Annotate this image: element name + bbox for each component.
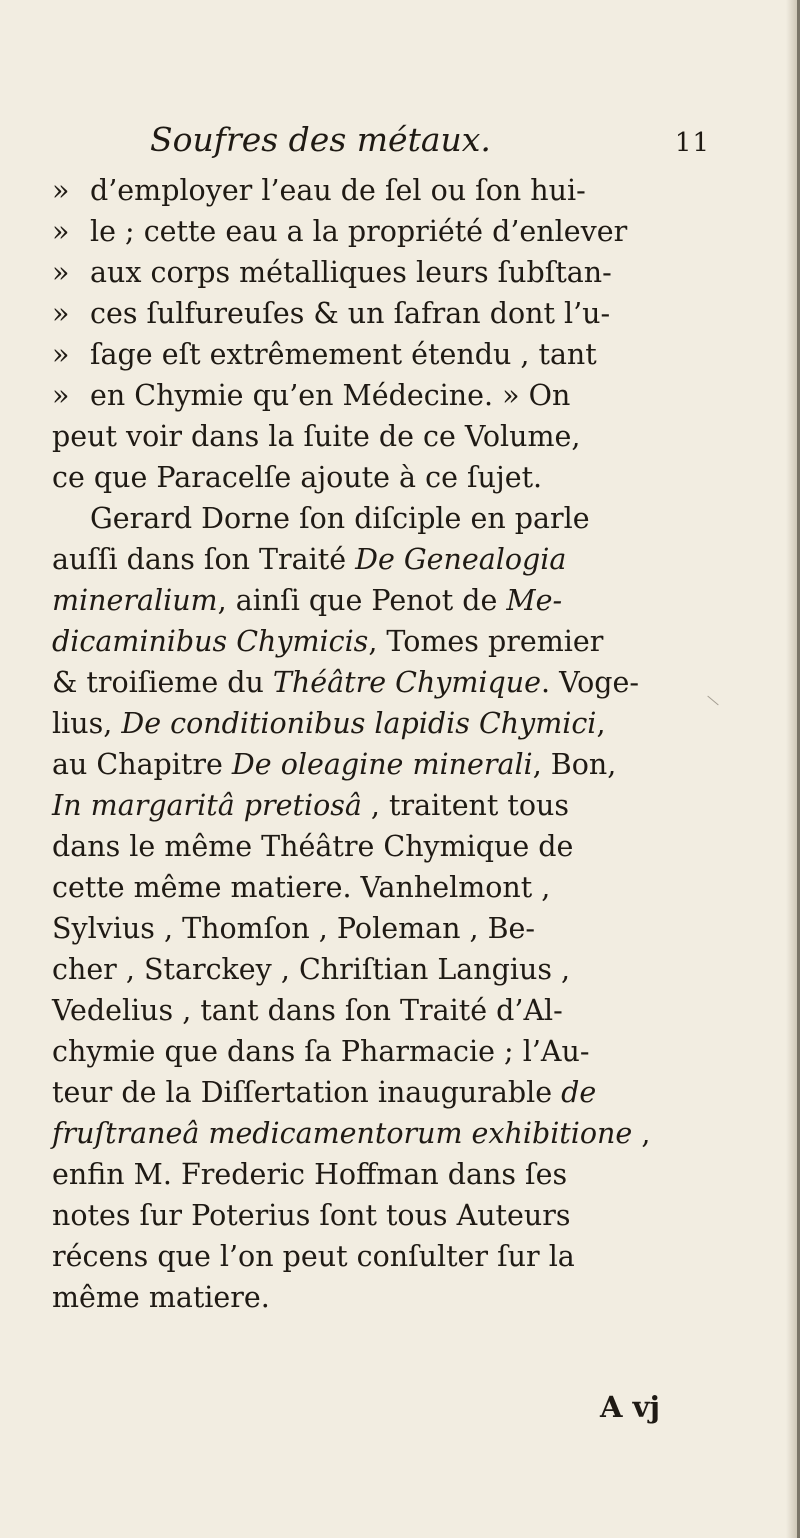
line-text: enfin M. Frederic Hoffman dans ſes [52,1158,568,1191]
italic-title: De conditionibus lapidis Chymici [121,707,597,740]
text-line [52,539,764,580]
line-text: & troiſieme du [52,666,273,699]
text-line [52,1072,764,1113]
text-line [52,375,764,416]
body-text [52,170,764,1318]
line-text: cette même matiere. Vanhelmont , [52,871,551,904]
text-line [52,949,764,990]
text-line [52,867,764,908]
text-line [52,1277,764,1318]
line-text: ſage eſt extrêmement étendu , tant [90,338,597,371]
line-text: , [632,1117,651,1150]
running-head: Soufres des métaux. [150,120,491,159]
italic-title: fruſtraneâ medicamentorum exhibitione [52,1117,633,1150]
line-text: en Chymie qu’en Médecine. » On [90,379,571,412]
line-text: Gerard Dorne ſon diſciple en parle [90,502,590,535]
line-text: au Chapitre [52,748,232,781]
italic-title: de [561,1076,597,1109]
text-line [52,1236,764,1277]
italic-title: De oleagine minerali [231,748,533,781]
line-text: lius, [52,707,122,740]
line-text: d’employer l’eau de ſel ou ſon hui- [90,174,586,207]
line-text: aux corps métalliques leurs ſubſtan- [90,256,612,289]
text-line [52,662,764,703]
line-text: , [596,707,606,740]
text-line [52,703,764,744]
quote-mark: » [52,379,70,412]
line-text: , Tomes premier [368,625,604,658]
italic-title: In margaritâ pretiosâ [52,789,362,822]
line-text: Vedelius , tant dans ſon Traité d’Al- [52,994,563,1027]
quote-mark: » [52,174,70,207]
line-text: . Voge- [541,666,639,699]
text-line [52,744,764,785]
text-line [52,170,764,211]
text-line [52,908,764,949]
text-line [52,252,764,293]
line-text: cher , Starckey , Chriſtian Langius , [52,953,571,986]
text-line [52,416,764,457]
quote-mark: » [52,338,70,371]
quote-mark: » [52,297,70,330]
italic-title: dicaminibus Chymicis [52,625,369,658]
page-number: 11 [674,128,710,158]
catchword: A vj [600,1390,660,1424]
quote-mark: » [52,215,70,248]
line-text: , ainſi que Penot de [217,584,507,617]
line-text: dans le même Théâtre Chymique de [52,830,574,863]
text-line [52,1113,764,1154]
italic-title: mineralium [52,584,218,617]
line-text: notes ſur Poterius ſont tous Auteurs [52,1199,571,1232]
text-line [52,580,764,621]
text-line [52,990,764,1031]
line-text: teur de la Diſſertation inaugurable [52,1076,562,1109]
line-text: ce que Paracelſe ajoute à ce ſujet. [52,461,543,494]
line-text: Sylvius , Thomſon , Poleman , Be- [52,912,536,945]
text-line [52,1195,764,1236]
text-line [52,785,764,826]
line-text: peut voir dans la ſuite de ce Volume, [52,420,581,453]
italic-title: De Genealogia [355,543,567,576]
text-line [52,211,764,252]
page-header [150,120,710,164]
line-text: même matiere. [52,1281,270,1314]
quote-mark: » [52,256,70,289]
line-text: ces ſulfureuſes & un ſafran dont l’u- [90,297,611,330]
page-edge-shadow [786,0,800,1538]
text-line [52,293,764,334]
line-text: , traitent tous [361,789,570,822]
line-text: le ; cette eau a la propriété d’enlever [90,215,628,248]
italic-title: Théâtre Chymique [272,666,542,699]
line-text: chymie que dans ſa Pharmacie ; l’Au- [52,1035,590,1068]
text-line [52,621,764,662]
text-line [52,457,764,498]
text-line [52,1154,764,1195]
text-line [52,826,764,867]
line-text: auſſi dans ſon Traité [52,543,356,576]
line-text: , Bon, [532,748,617,781]
line-text: récens que l’on peut conſulter ſur la [52,1240,575,1273]
text-line [52,1031,764,1072]
italic-title: Me- [506,584,563,617]
text-line [52,498,764,539]
text-line [52,334,764,375]
